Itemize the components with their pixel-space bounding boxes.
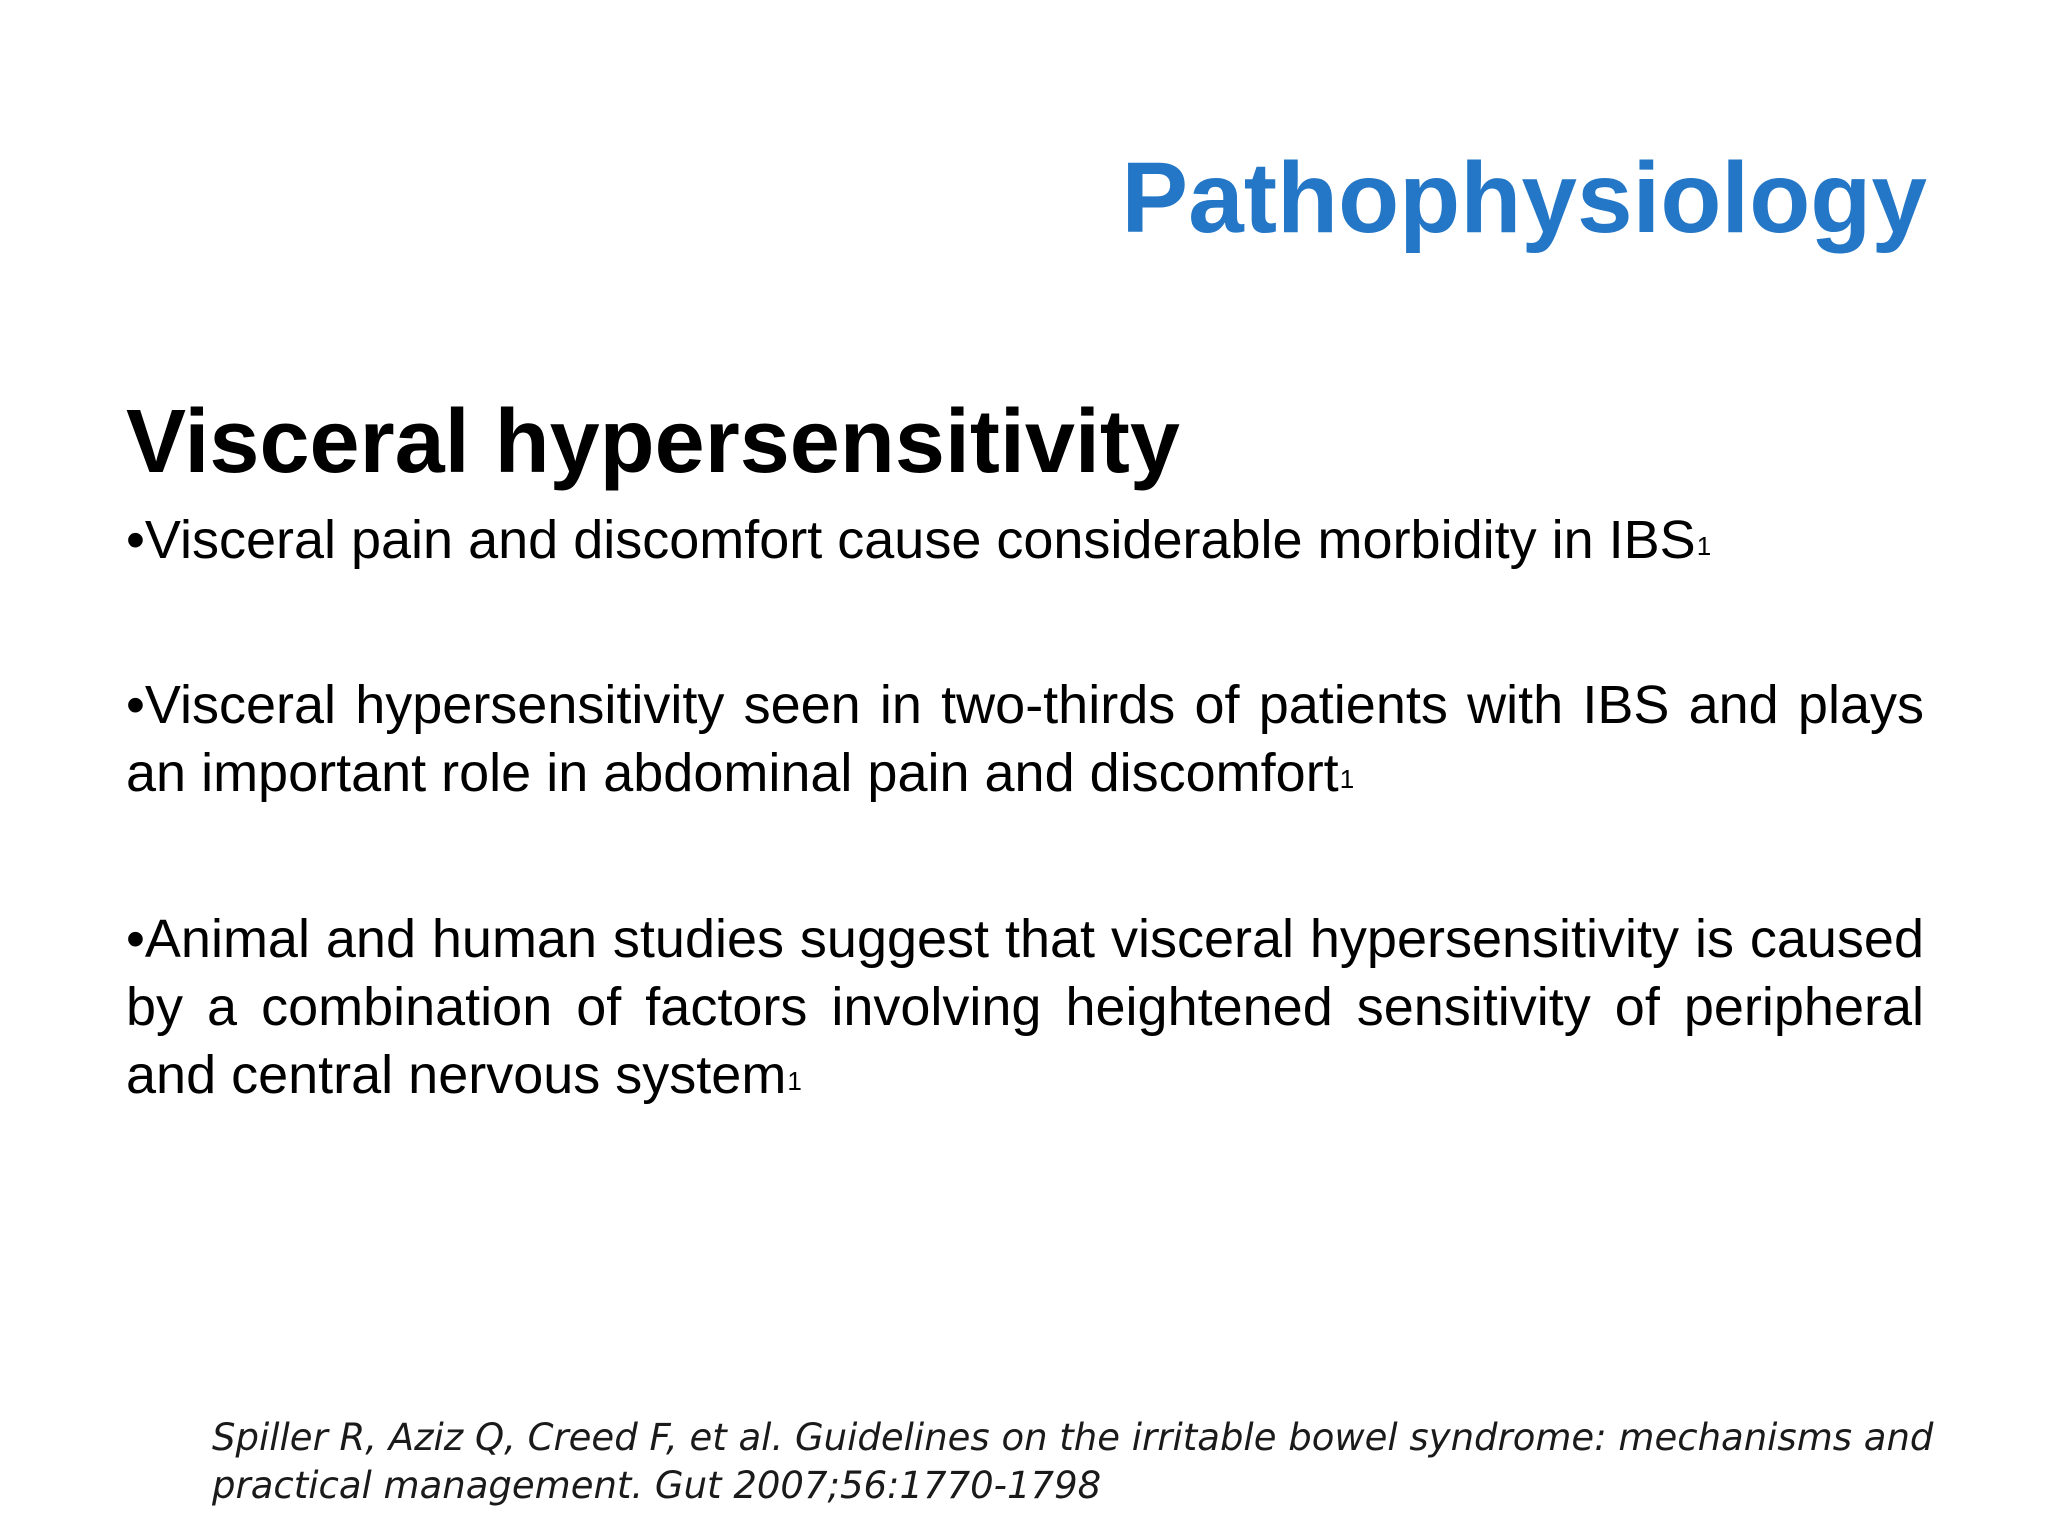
footnote-ref: 1: [1696, 531, 1712, 561]
footnote-ref: 1: [787, 1066, 802, 1096]
bullet-text: Animal and human studies suggest that visceral hypersensitivity is caused by a combination of factors involving heightened sensitivity of peripheral and central nervous system: [126, 909, 1924, 1105]
bullet-marker: •: [126, 510, 145, 570]
footnote-ref: 1: [1339, 764, 1355, 794]
bullet-item-2: [126, 671, 1924, 807]
bullet-marker: •: [126, 909, 145, 969]
bullet-marker: •: [126, 675, 145, 735]
bullet-text: Visceral hypersensitivity seen in two-thirds of patients with IBS and plays an important role in abdominal pain and discomfort: [126, 675, 1924, 803]
bullet-item-3: [126, 905, 1924, 1109]
slide-title: Pathophysiology: [1121, 142, 1927, 254]
bullet-text: Visceral pain and discomfort cause considerable morbidity in IBS: [144, 510, 1696, 570]
section-heading: Visceral hypersensitivity: [126, 392, 1180, 492]
bullet-item-1: [126, 506, 1924, 574]
reference-citation: Spiller R, Aziz Q, Creed F, et al. Guidelines on the irritable bowel syndrome: mechanisms and practical management. Gut 2007;56:1770-1798: [212, 1416, 1934, 1507]
